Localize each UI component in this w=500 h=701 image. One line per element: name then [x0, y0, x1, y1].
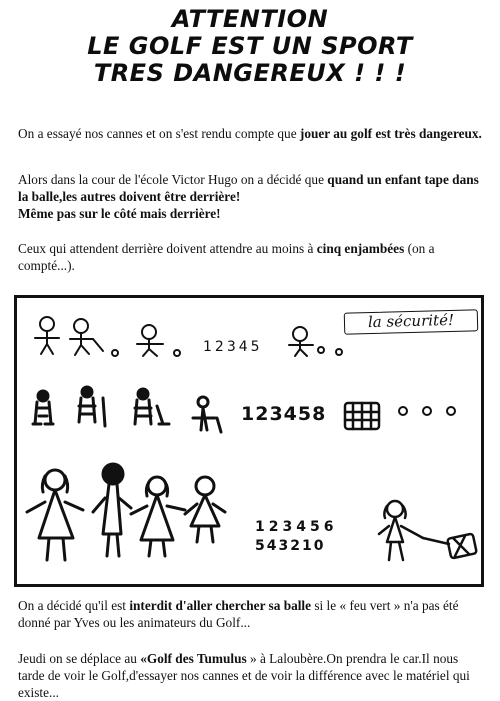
row3-child-4	[185, 477, 225, 542]
paragraph-trip-text-2: » à Laloubère.On prendra le car.Il nous tarde de voir le Golf,d'essayer nos cannes et de voir la différence avec le matériel qui existe...	[18, 651, 470, 700]
paragraph-trip-text: Jeudi on se déplace au	[18, 651, 141, 666]
paragraph-canes-emphasis: jouer au golf est très dangereux.	[299, 126, 482, 141]
paragraph-canes	[18, 125, 484, 142]
row1-child-3	[137, 325, 163, 356]
paragraph-canes-text: On a essayé nos cannes et on s'est rendu compte que	[18, 126, 300, 141]
paragraph-distance-text-2: (on a compté...).	[18, 241, 435, 273]
row2-ball-3	[447, 407, 455, 415]
row2-ball-1	[399, 407, 407, 415]
row2-golf-bag	[345, 403, 379, 429]
row1-ball-2	[174, 350, 180, 356]
drawing-count-row-3-top: 123456	[255, 519, 338, 535]
paragraph-fetch-ball-emphasis: interdit d'aller chercher sa balle	[129, 598, 312, 613]
paragraph-fetch-ball-text-2: si le « feu vert » n'a pas été donné par Yves ou les animateurs du Golf...	[18, 598, 459, 630]
row3-child-3	[131, 477, 185, 556]
paragraph-fetch-ball-text: On a décidé qu'il est	[18, 598, 130, 613]
row1-child-1	[35, 317, 59, 354]
paragraph-school-rule	[18, 171, 484, 222]
row1-child-4	[289, 327, 313, 356]
row3-child-golfer	[379, 501, 423, 560]
paragraph-distance-text: Ceux qui attendent derrière doivent attendre au moins à	[18, 241, 317, 256]
paragraph-trip-emphasis: «Golf des Tumulus	[140, 651, 247, 666]
row3-child-2	[93, 464, 131, 556]
row1-ball-3	[318, 347, 324, 353]
paragraph-distance-emphasis: cinq enjambées	[316, 241, 405, 256]
drawing-count-row-1: 12345	[203, 339, 263, 355]
row2-child-2	[79, 387, 105, 426]
drawing-count-row-3-bottom: 543210	[255, 538, 326, 554]
row2-ball-2	[423, 407, 431, 415]
paragraph-school-rule-emphasis-2: Même pas sur le côté mais derrière!	[18, 206, 221, 221]
paragraph-fetch-ball	[18, 597, 484, 631]
drawing-security-label: la sécurité!	[344, 309, 479, 335]
title-line-2: LE GOLF EST UN SPORT	[87, 32, 413, 60]
children-drawing	[14, 295, 484, 587]
row2-child-3	[135, 389, 169, 424]
page-title	[0, 6, 500, 87]
row1-ball-4	[336, 349, 342, 355]
row3-child-1	[27, 470, 83, 560]
drawing-count-row-2: 123458	[241, 403, 327, 425]
title-line-1: ATTENTION	[171, 5, 329, 33]
row3-golf-bag	[423, 534, 477, 559]
title-line-3: TRES DANGEREUX ! ! !	[93, 59, 407, 87]
row2-child-1	[33, 391, 53, 424]
paragraph-trip	[18, 650, 484, 701]
paragraph-school-rule-emphasis: quand un enfant tape dans la balle,les autres doivent être derrière!	[18, 172, 479, 204]
row1-ball-1	[112, 350, 118, 356]
row2-child-4	[193, 397, 221, 432]
paragraph-school-rule-text: Alors dans la cour de l'école Victor Hugo on a décidé que	[18, 172, 328, 187]
row1-child-2	[70, 319, 103, 355]
paragraph-distance	[18, 240, 484, 274]
